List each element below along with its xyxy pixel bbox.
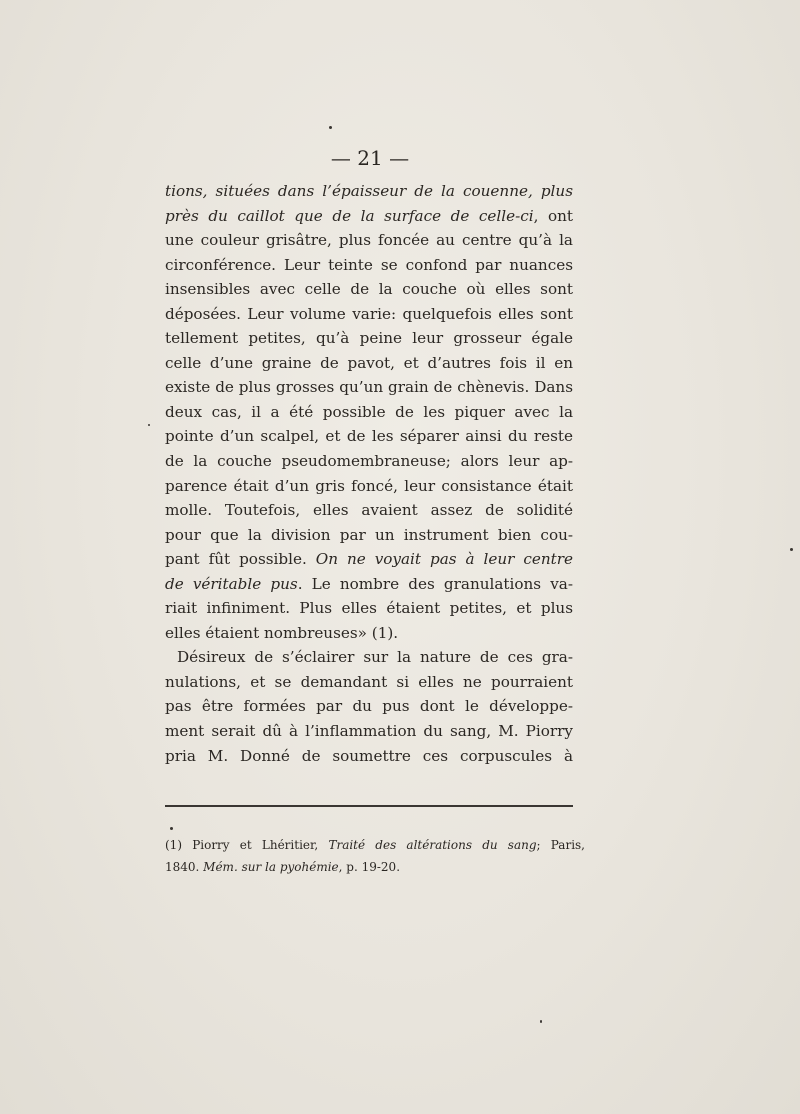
- paper-speck: [540, 1020, 542, 1023]
- text-line: [165, 449, 573, 474]
- text-run: pria M. Donné de soumettre ces corpuscules à: [165, 746, 573, 765]
- text-line: [165, 375, 573, 400]
- text-line: [165, 400, 573, 425]
- text-run: une couleur grisâtre, plus foncée au centre qu’à la: [165, 231, 573, 250]
- italic-run: près du caillot que de la surface de celle-ci: [165, 206, 534, 225]
- text-run: nulations, et se demandant si elles ne pourraient: [165, 672, 573, 691]
- text-run: Désireux de s’éclairer sur la nature de ces gra-: [177, 648, 573, 667]
- text-run: , ont: [533, 206, 574, 225]
- text-run: ment serait dû à l’inflammation du sang, M. Piorry: [165, 722, 573, 741]
- text-line: [165, 302, 573, 327]
- text-run: pour que la division par un instrument bien cou-: [165, 525, 573, 544]
- text-line: [165, 694, 573, 719]
- text-line: [165, 596, 573, 621]
- italic-run: tions, situées dans l’épaisseur de la couenne, plus: [165, 182, 573, 200]
- italic-run: Traité des altérations du sang: [328, 838, 537, 852]
- text-line: [165, 351, 573, 376]
- text-line: [165, 572, 573, 597]
- text-run: tellement petites, qu’à peine leur grosseur égale: [165, 329, 573, 348]
- text-line: [165, 253, 573, 278]
- text-line: [165, 326, 573, 351]
- text-run: ; Paris,: [536, 838, 586, 852]
- text-run: (1) Piorry et Lhéritier,: [165, 838, 329, 852]
- footnote-line: [165, 856, 585, 878]
- text-line: [165, 645, 573, 670]
- italic-run: Mém. sur la pyohémie: [203, 860, 339, 874]
- text-line: [165, 547, 573, 572]
- text-run: . Le nombre des granulations va-: [297, 574, 573, 593]
- text-run: insensibles avec celle de la couche où elles sont: [165, 280, 573, 299]
- text-run: pointe d’un scalpel, et de les séparer ainsi du reste: [165, 427, 573, 446]
- text-line: [165, 498, 573, 523]
- text-line: [165, 474, 573, 499]
- text-run: parence était d’un gris foncé, leur consistance était: [165, 476, 573, 495]
- italic-run: de véritable pus: [165, 574, 298, 593]
- paper-speck: [790, 548, 793, 551]
- footnote: [165, 834, 585, 878]
- text-line: [165, 744, 573, 769]
- body-text: [165, 179, 573, 768]
- text-run: déposées. Leur volume varie: quelquefois elles sont: [165, 304, 573, 323]
- text-run: circonférence. Leur teinte se confond par nuances: [165, 255, 573, 274]
- footnote-rule: [165, 805, 573, 807]
- italic-run: On ne voyait pas à leur centre: [315, 550, 573, 569]
- paper-speck: [148, 424, 150, 426]
- text-line: [165, 179, 573, 204]
- text-line: [165, 719, 573, 744]
- text-line: [165, 204, 573, 229]
- text-run: pant fût possible.: [165, 550, 316, 569]
- text-run: de la couche pseudomembraneuse; alors leur ap-: [165, 452, 573, 471]
- text-run: riait infiniment. Plus elles étaient petites, et plus: [165, 599, 573, 618]
- text-line: [165, 621, 573, 646]
- text-line: [165, 277, 573, 302]
- text-run: existe de plus grosses qu’un grain de chènevis. Dans: [165, 378, 573, 397]
- text-run: 1840.: [165, 860, 204, 874]
- text-line: [165, 228, 573, 253]
- text-run: molle. Toutefois, elles avaient assez de solidité: [165, 501, 573, 520]
- text-line: [165, 424, 573, 449]
- text-run: pas être formées par du pus dont le développe-: [165, 697, 573, 716]
- page-number: — 21 —: [330, 146, 410, 170]
- text-line: [165, 523, 573, 548]
- paper-speck: [170, 827, 173, 830]
- text-line: [165, 670, 573, 695]
- paper-speck: [329, 126, 332, 129]
- text-run: deux cas, il a été possible de les piquer avec la: [165, 402, 573, 421]
- text-run: , p. 19-20.: [338, 860, 401, 874]
- footnote-line: [165, 834, 585, 856]
- text-run: celle d’une graine de pavot, et d’autres fois il en: [165, 353, 573, 372]
- text-run: elles étaient nombreuses» (1).: [165, 623, 399, 642]
